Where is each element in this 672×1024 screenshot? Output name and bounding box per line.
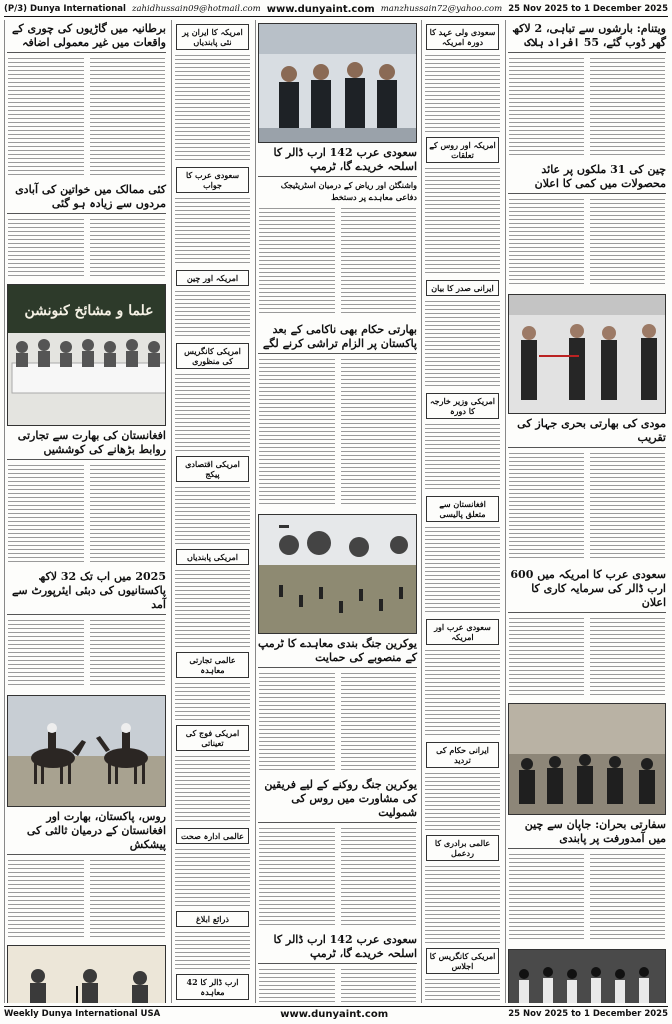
box-headline: افغانستان سے متعلق پالیسی	[426, 496, 499, 522]
story-text	[425, 977, 500, 1003]
story-text	[590, 197, 665, 287]
box-headline: امریکی اقتصادی پیکج	[176, 456, 249, 482]
story-text	[175, 289, 250, 339]
story-text	[175, 485, 250, 545]
box-headline: سعودی ولی عہد کا دورہ امریکہ	[426, 24, 499, 50]
story-text	[590, 451, 665, 561]
sub-headline: واشنگٹن اور ریاض کے درمیان اسٹریٹیجک دفاعی معاہدے پر دستخط	[280, 180, 417, 202]
story-text	[425, 864, 500, 944]
column-right	[505, 20, 668, 1003]
story-text	[509, 616, 584, 696]
footer-date-range: 25 Nov 2025 to 1 December 2025	[508, 1009, 668, 1019]
column-narrow-left	[171, 20, 253, 1003]
story-text	[90, 618, 166, 688]
photo-polo	[7, 695, 166, 807]
box-headline: امریکہ اور چین	[176, 270, 249, 286]
story-text	[425, 53, 500, 133]
story-india-blame	[258, 323, 417, 509]
photo-event	[7, 945, 166, 1003]
box-headline: 42 ارب ڈالر کا معاہدہ	[176, 974, 249, 1000]
story-china-tariffs	[508, 163, 666, 289]
story-text	[175, 754, 250, 824]
photo-police	[508, 703, 666, 815]
page-label: (P/3) Dunya International	[4, 4, 126, 14]
story-text	[175, 372, 250, 452]
story-text	[259, 967, 335, 1003]
story-text	[341, 826, 417, 926]
story-text	[590, 852, 665, 942]
story-saudi-investment	[508, 568, 666, 698]
column-narrow-right	[421, 20, 503, 1003]
headline: چین کی 31 ملکوں پر عائد محصولات میں کمی کا اعلان	[508, 163, 666, 194]
story-text	[8, 858, 84, 938]
story-text	[8, 56, 84, 176]
photo-ribbon	[508, 294, 666, 414]
story-text	[590, 56, 665, 156]
story-text	[8, 618, 84, 688]
box-headline: سعودی عرب کا جواب	[176, 167, 249, 193]
footer-site-url[interactable]: www.dunyaint.com	[280, 1008, 389, 1020]
story-text	[259, 826, 335, 926]
story-diplomatic-crisis	[508, 818, 666, 944]
box-headline: عالمی برادری کا ردعمل	[426, 835, 499, 861]
story-ukraine-ceasefire	[258, 637, 417, 773]
headline: روس، پاکستان، بھارت اور افغانستان کے درمیان ثالثی کی پیشکش	[7, 810, 166, 855]
headline: یوکرین جنگ بندی معاہدے کا ٹرمپ کے منصوبے کی حمایت	[258, 637, 417, 668]
photo-parade	[508, 949, 666, 1003]
box-headline: امریکی فوج کی تعیناتی	[176, 725, 249, 751]
box-headline: امریکہ اور روس کے تعلقات	[426, 137, 499, 163]
story-text	[425, 648, 500, 738]
story-text	[259, 671, 335, 771]
box-headline: امریکہ کا ایران پر نئی پابندیاں	[176, 24, 249, 50]
story-text	[175, 930, 250, 970]
date-range: 25 Nov 2025 to 1 December 2025	[508, 4, 668, 14]
story-text	[8, 217, 84, 277]
story-text	[509, 852, 584, 942]
story-text	[175, 53, 250, 163]
story-text	[341, 357, 417, 507]
column-left	[4, 20, 168, 1003]
story-text	[175, 681, 250, 721]
story-text	[175, 196, 250, 266]
photo-officials	[258, 23, 417, 143]
story-text	[259, 206, 335, 316]
story-text	[509, 56, 584, 156]
story-dubai-airport	[7, 570, 166, 690]
story-saudi-arms	[258, 146, 417, 318]
box-headline: سعودی عرب اور امریکہ	[426, 619, 499, 645]
story-vietnam-floods	[508, 22, 666, 158]
page-footer	[4, 1006, 668, 1021]
story-afghanistan-trade	[7, 429, 166, 565]
story-text	[259, 357, 335, 507]
story-modi-ship	[508, 417, 666, 563]
headline: ویتنام: بارشوں سے تباہی، 2 لاکھ گھر ڈوب گئے، 55 افراد ہلاک	[508, 22, 666, 53]
box-headline: ایرانی حکام کی تردید	[426, 742, 499, 768]
box-headline: امریکی کانگریس کی منظوری	[176, 343, 249, 369]
email-right[interactable]: manzhussain72@yahoo.com	[380, 4, 503, 14]
box-headline: عالمی ادارہ صحت	[176, 828, 249, 844]
story-text	[590, 616, 665, 696]
story-text	[90, 56, 166, 176]
story-text	[90, 858, 166, 938]
paper-name: Weekly Dunya International USA	[4, 1009, 161, 1019]
box-headline: امریکی پابندیاں	[176, 549, 249, 565]
story-text	[509, 197, 584, 287]
story-text	[425, 771, 500, 831]
story-text	[341, 206, 417, 316]
headline: سعودی عرب کا امریکہ میں 600 ارب ڈالر کی سرمایہ کاری کا اعلان	[508, 568, 666, 613]
box-headline: ایرانی صدر کا بیان	[426, 280, 499, 296]
story-text	[175, 568, 250, 648]
headline: سفارتی بحران: جاپان سے چین میں آمدورفت پر پابندی	[508, 818, 666, 849]
box-headline: امریکی وزیر خارجہ کا دورہ	[426, 393, 499, 419]
photo-convention	[7, 284, 166, 426]
box-headline: ذرائع ابلاغ	[176, 911, 249, 927]
headline: افغانستان کی بھارت سے تجارتی روابط بڑھانے کی کوششیں	[7, 429, 166, 460]
story-text	[425, 422, 500, 492]
box-headline: عالمی تجارتی معاہدہ	[176, 652, 249, 678]
story-text	[509, 451, 584, 561]
headline: کئی ممالک میں خواتین کی آبادی مردوں سے زیادہ ہو گئی	[7, 183, 166, 214]
story-text	[175, 847, 250, 907]
headline: یوکرین جنگ روکنے کے لیے فریقین کی مشاورت میں روس کی شمولیت	[258, 778, 417, 823]
story-text	[8, 463, 84, 563]
banner-text: علما و مشائخ کنونشن	[24, 303, 154, 319]
story-text	[425, 525, 500, 615]
story-text	[341, 967, 417, 1003]
story-text	[90, 217, 166, 277]
headline: مودی کی بھارتی بحری جہاز کی تقریب	[508, 417, 666, 448]
story-text	[425, 166, 500, 276]
story-mediation	[7, 810, 166, 940]
site-url[interactable]: www.dunyaint.com	[266, 3, 375, 15]
headline: بھارتی حکام بھی ناکامی کے بعد پاکستان پر الزام تراشی کرنے لگے	[258, 323, 417, 354]
story-text	[425, 299, 500, 389]
page-header	[4, 2, 668, 17]
headline: سعودی عرب 142 ارب ڈالر کا اسلحہ خریدے گا، ٹرمپ	[258, 933, 417, 964]
headline: برطانیہ میں گاڑیوں کی چوری کے واقعات میں غیر معمولی اضافہ	[7, 22, 166, 53]
column-center	[255, 20, 419, 1003]
story-women-population	[7, 183, 166, 279]
story-text	[341, 671, 417, 771]
headline: 2025 میں اب تک 32 لاکھ پاکستانیوں کی دبئی ایئرپورٹ سے آمد	[7, 570, 166, 615]
email-left[interactable]: zahidhussain09@hotmail.com	[132, 4, 261, 14]
story-car-theft	[7, 22, 166, 178]
story-text	[90, 463, 166, 563]
box-headline: امریکی کانگریس کا اجلاس	[426, 948, 499, 974]
story-saudi-arms-repeat	[258, 933, 417, 1003]
story-ukraine-talks	[258, 778, 417, 928]
photo-field	[258, 514, 417, 634]
headline: سعودی عرب 142 ارب ڈالر کا اسلحہ خریدے گا، ٹرمپ	[258, 146, 417, 177]
